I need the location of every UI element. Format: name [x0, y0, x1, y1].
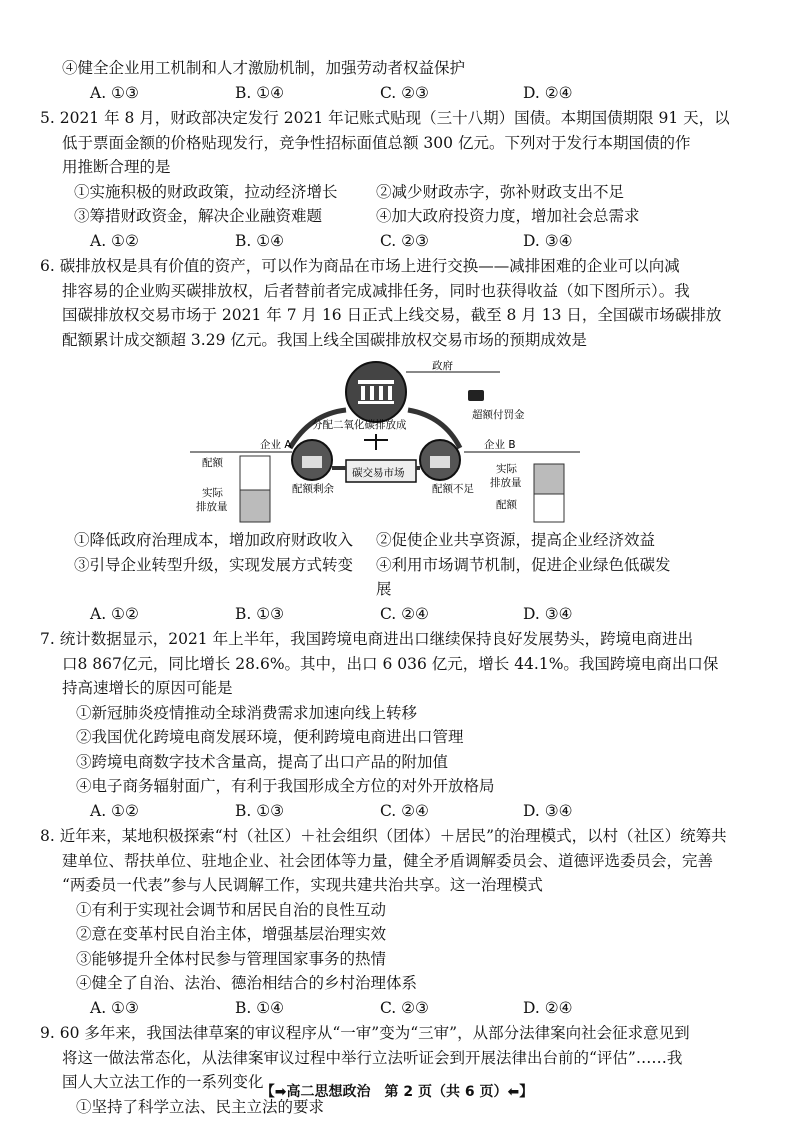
- quota-label-b: 配额: [496, 499, 517, 511]
- prev-options: [40, 81, 760, 106]
- q6-item-2: ②促使企业共享资源，提高企业经济效益: [376, 531, 656, 549]
- q8-options: [40, 996, 760, 1021]
- government-icon: [346, 362, 406, 422]
- emission-label-a: 排放量: [196, 501, 228, 513]
- q8-item-3: ③能够提升全体村民参与管理国家事务的热情: [76, 949, 387, 968]
- q7-item-1: ①新冠肺炎疫情推动全球消费需求加速向线上转移: [76, 703, 418, 722]
- q7-stem-line: 持高速增长的原因可能是: [62, 679, 233, 697]
- q6-items-row: [40, 553, 760, 602]
- option-a: A. ①②: [90, 604, 139, 623]
- option-b: B. ①③: [235, 801, 285, 820]
- q6-item-3: ③引导企业转型升级，实现发展方式转变: [74, 555, 354, 574]
- q5-item-4: ④加大政府投资力度，增加社会总需求: [376, 207, 640, 225]
- question-5: [40, 106, 760, 253]
- option-c: C. ②③: [380, 231, 429, 250]
- q7-stem-line: 口8 867亿元，同比增长 28.6%。其中，出口 6 036 亿元，增长 44.1%。我国跨境电商出口保: [62, 654, 719, 673]
- q7-item-4: ④电子商务辐射面广，有利于我国形成全方位的对外开放格局: [76, 777, 495, 795]
- option-a: A. ①③: [90, 998, 139, 1017]
- option-c: C. ②③: [380, 83, 429, 102]
- question-6: [40, 254, 760, 626]
- q8-stem-line: “两委员一代表”参与人民调解工作，实现共建共治共享。这一治理模式: [62, 876, 543, 894]
- option-d: D. ②④: [523, 83, 573, 102]
- carbon-diagram-svg: [40, 356, 760, 524]
- option-d: D. ②④: [523, 998, 573, 1017]
- fine-label: 超额付罚金: [472, 409, 525, 421]
- q7-item-3: ③跨境电商数字技术含量高，提高了出口产品的附加值: [76, 752, 449, 771]
- q5-options: [40, 229, 760, 254]
- q6-items-row: [40, 528, 760, 553]
- q8-stem-line: 建单位、帮扶单位、驻地企业、社会团体等力量，健全矛盾调解委员会、道德评选委员会，完善: [62, 851, 714, 870]
- money-icon: [468, 390, 484, 401]
- quota-short-label: 配额不足: [432, 483, 474, 495]
- q5-items-row: [40, 180, 760, 205]
- q9-stem-line: 国人大立法工作的一系列变化: [62, 1073, 264, 1091]
- exam-page: [40, 56, 760, 1119]
- government-building-roof: [358, 380, 394, 384]
- government-building-base: [358, 401, 394, 404]
- option-a: A. ①②: [90, 801, 139, 820]
- option-b: B. ①③: [235, 604, 285, 623]
- question-8: [40, 824, 760, 1020]
- q8-item-4: ④健全了自治、法治、德治相结合的乡村治理体系: [76, 974, 418, 992]
- option-c: C. ②④: [380, 604, 429, 623]
- q6-stem-line: 排容易的企业购买碳排放权，后者替前者完成减排任务，同时也获得收益（如下图所示）。我: [62, 281, 690, 300]
- q5-stem-line: 用推断合理的是: [62, 158, 171, 176]
- q7-options: [40, 799, 760, 824]
- q9-item-1: ①坚持了科学立法、民主立法的要求: [76, 1097, 325, 1116]
- factory-a-building: [302, 456, 322, 468]
- government-building-pillar: [379, 386, 383, 400]
- q8-item-1: ①有利于实现社会调节和居民自治的良性互动: [76, 900, 387, 919]
- factory-b-building: [430, 456, 450, 468]
- government-building-pillar: [361, 386, 365, 400]
- q5-item-1: ①实施积极的财政政策，拉动经济增长: [74, 182, 338, 201]
- q8-item-2: ②意在变革村民自治主体，增强基层治理实效: [76, 925, 387, 943]
- q8-stem-line: 8. 近年来，某地积极探索“村（社区）＋社会组织（团体）＋居民”的治理模式，以村（社区）统筹共: [40, 827, 727, 845]
- q6-stem-line: 配额累计成交额超 3.29 亿元。我国上线全国碳排放权交易市场的预期成效是: [62, 330, 587, 349]
- allocate-label: 分配二氧化碳排放成: [312, 419, 407, 431]
- q6-stem-line: 6. 碳排放权是具有价值的资产，可以作为商品在市场上进行交换——减排困难的企业可以向减: [40, 257, 680, 275]
- quota-bar-b: [534, 494, 564, 522]
- q5-items-row: [40, 204, 760, 229]
- page-footer: 【➡高二思想政治 第 2 页（共 6 页）⬅】: [260, 1084, 534, 1100]
- q6-item-1: ①降低政府治理成本，增加政府财政收入: [74, 531, 354, 549]
- q5-stem-line: 低于票面金额的价格贴现发行，竞争性招标面值总额 300 亿元。下列对于发行本期国债的作: [62, 133, 691, 152]
- question-7: [40, 627, 760, 823]
- government-building-pillar: [370, 386, 374, 400]
- option-a: A. ①③: [90, 83, 139, 102]
- emission-label-b: 排放量: [490, 477, 522, 489]
- q9-stem-line: 将这一做法常态化，从法律案审议过程中举行立法听证会到开展法律出台前的“评估”……我: [62, 1048, 683, 1067]
- government-building-pillar: [388, 386, 392, 400]
- q5-item-2: ②减少财政赤字，弥补财政支出不足: [376, 182, 625, 201]
- quota-surplus-label: 配额剩余: [292, 483, 334, 495]
- option-a: A. ①②: [90, 231, 139, 250]
- enterprise-a-label: 企业 A: [260, 439, 292, 451]
- actual-label-a: 实际: [202, 487, 223, 499]
- option-c: C. ②④: [380, 801, 429, 820]
- option-b: B. ①④: [235, 83, 285, 102]
- q6-item-4: ④利用市场调节机制，促进企业绿色低碳发展: [376, 555, 671, 598]
- option-b: B. ①④: [235, 998, 285, 1017]
- q7-stem-line: 7. 统计数据显示，2021 年上半年，我国跨境电商进出口继续保持良好发展势头，跨境电商进出: [40, 630, 694, 648]
- prev-item-4: ④健全企业用工机制和人才激励机制，加强劳动者权益保护: [62, 59, 466, 77]
- quota-label-a: 配额: [202, 457, 223, 469]
- option-d: D. ③④: [523, 801, 573, 820]
- option-d: D. ③④: [523, 231, 573, 250]
- actual-bar-a: [240, 490, 270, 522]
- option-c: C. ②③: [380, 998, 429, 1017]
- q7-item-2: ②我国优化跨境电商发展环境，便利跨境电商进出口管理: [76, 728, 464, 746]
- enterprise-b-label: 企业 B: [484, 439, 516, 451]
- q6-options: [40, 602, 760, 627]
- government-label: 政府: [432, 360, 453, 372]
- q9-stem-line: 9. 60 多年来，我国法律草案的审议程序从“一审”变为“三审”，从部分法律案向社会征求意见到: [40, 1024, 690, 1042]
- carbon-trading-diagram: [40, 356, 760, 524]
- option-b: B. ①④: [235, 231, 285, 250]
- carbon-market-label: 碳交易市场: [352, 467, 405, 479]
- option-d: D. ③④: [523, 604, 573, 623]
- q6-stem-line: 国碳排放权交易市场于 2021 年 7 月 16 日正式上线交易，截至 8 月 13 日，全国碳市场碳排放: [62, 306, 722, 324]
- actual-label-b: 实际: [496, 463, 517, 475]
- q5-item-3: ③筹措财政资金，解决企业融资难题: [74, 207, 323, 225]
- q5-stem-line: 5. 2021 年 8 月，财政部决定发行 2021 年记账式贴现（三十八期）国债。本期国债期限 91 天，以: [40, 109, 730, 127]
